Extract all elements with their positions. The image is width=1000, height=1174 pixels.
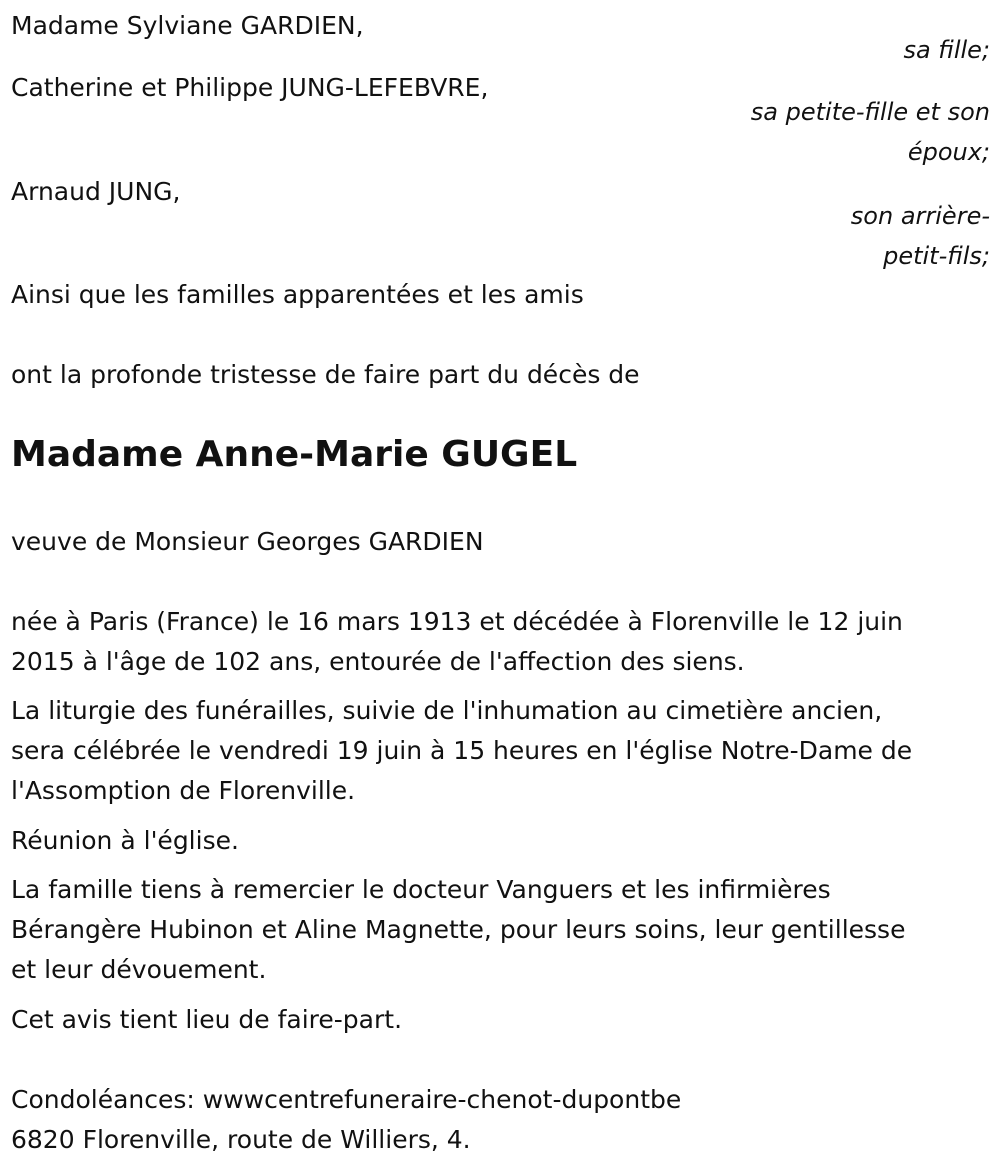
relation-line: son arrière-: [850, 202, 990, 230]
relation-line: époux;: [907, 138, 990, 166]
paragraph-line: Cet avis tient lieu de faire-part.: [11, 1005, 403, 1034]
funeral-paragraph: [11, 691, 971, 811]
birth-death-paragraph: [11, 602, 971, 682]
family-member-name: Arnaud JUNG,: [11, 177, 181, 206]
relation-line: sa petite-fille et son: [750, 98, 990, 126]
paragraph-line: La liturgie des funérailles, suivie de l'inhumation au cimetière ancien,: [11, 696, 883, 725]
paragraph-line: et leur dévouement.: [11, 955, 267, 984]
paragraph-line: 2015 à l'âge de 102 ans, entourée de l'affection des siens.: [11, 647, 745, 676]
notice-paragraph: [11, 1000, 971, 1040]
paragraph-line: née à Paris (France) le 16 mars 1913 et décédée à Florenville le 12 juin: [11, 607, 903, 636]
paragraph-line: Réunion à l'église.: [11, 826, 239, 855]
relation-line: sa fille;: [903, 36, 990, 64]
family-member-relation: [903, 30, 990, 70]
reunion-paragraph: [11, 821, 971, 861]
families-line: Ainsi que les familles apparentées et les amis: [11, 280, 584, 309]
family-member-relation: [851, 196, 990, 276]
announcement-line: ont la profonde tristesse de faire part du décès de: [11, 360, 640, 389]
widow-line: veuve de Monsieur Georges GARDIEN: [11, 527, 484, 556]
family-member-name: Catherine et Philippe JUNG-LEFEBVRE,: [11, 73, 489, 102]
family-member-name: Madame Sylviane GARDIEN,: [11, 11, 364, 40]
family-member-relation: [751, 92, 990, 172]
relation-line: petit-fils;: [883, 242, 990, 270]
address-line: 6820 Florenville, route de Williers, 4.: [11, 1125, 471, 1154]
paragraph-line: La famille tiens à remercier le docteur Vanguers et les infirmières: [11, 875, 831, 904]
thanks-paragraph: [11, 870, 971, 990]
condolences-line: Condoléances: wwwcentrefuneraire-chenot-dupontbe: [11, 1085, 682, 1114]
paragraph-line: Bérangère Hubinon et Aline Magnette, pour leurs soins, leur gentillesse: [11, 915, 906, 944]
paragraph-line: l'Assomption de Florenville.: [11, 776, 356, 805]
paragraph-line: sera célébrée le vendredi 19 juin à 15 heures en l'église Notre-Dame de: [11, 736, 913, 765]
deceased-name: Madame Anne-Marie GUGEL: [11, 434, 578, 475]
